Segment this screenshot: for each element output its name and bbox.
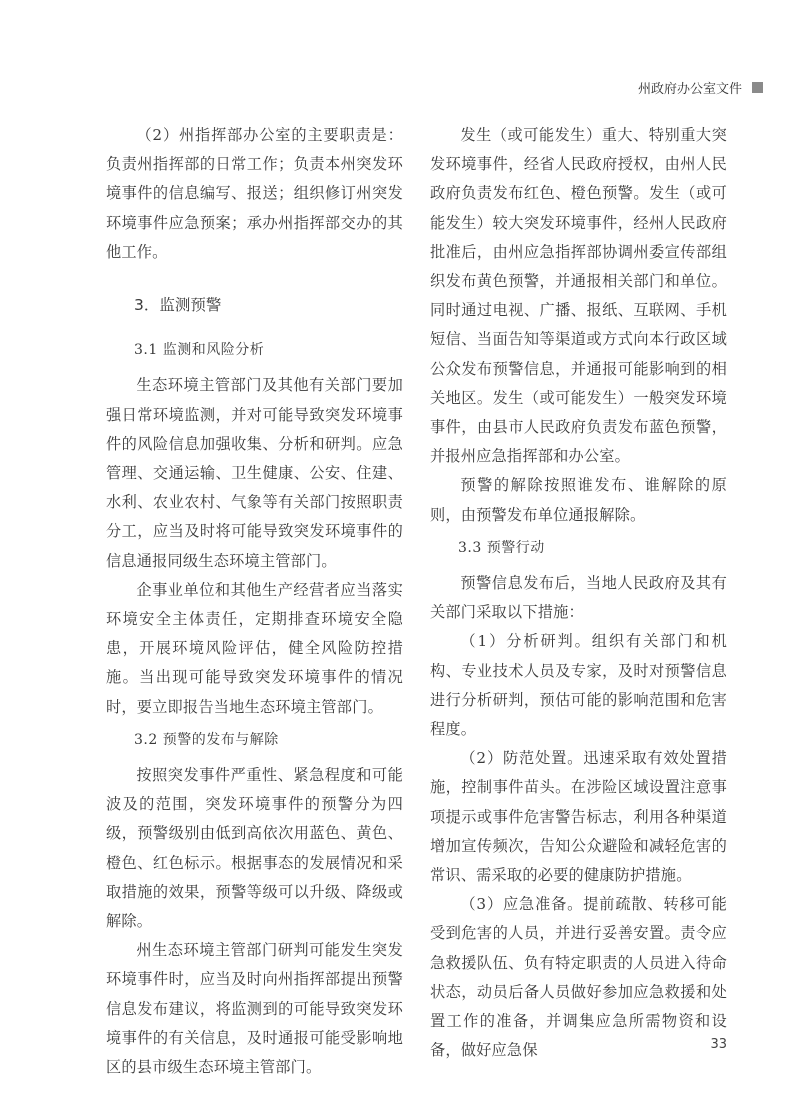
header-square-icon (752, 82, 763, 93)
paragraph: （2）防范处置。迅速采取有效处置措施，控制事件苗头。在涉险区域设置注意事项提示或事件危害警告标志，利用各种渠道增加宣传频次，告知公众避险和减轻危害的常识、需采取的必要的健康防护措施。 (430, 749, 727, 885)
right-column (430, 121, 727, 1066)
subsection-heading: 3.3 预警行动 (458, 539, 545, 556)
paragraph: 按照突发事件严重性、紧急程度和可能波及的范围，突发环境事件的预警分为四级，预警级别由低到高依次用蓝色、黄色、橙色、红色标示。根据事态的发展情况和采取措施的效果，预警等级可以升级、降级或解除。 (106, 766, 403, 931)
paragraph: （3）应急准备。提前疏散、转移可能受到危害的人员，并进行妥善安置。责令应急救援队伍、负有特定职责的人员进入待命状态，动员后备人员做好参加应急救援和处置工作的准备，并调集应急所需物资和设备，做好应急保 (430, 895, 727, 1060)
page-number: 33 (710, 1037, 727, 1052)
paragraph: 发生（或可能发生）重大、特别重大突发环境事件，经省人民政府授权，由州人民政府负责发布红色、橙色预警。发生（或可能发生）较大突发环境事件，经州人民政府批准后，由州应急指挥部协调州委宣传部组织发布黄色预警，并通报相关部门和单位。同时通过电视、广播、报纸、互联网、手机短信、当面告知等渠道或方式向本行政区域公众发布预警信息，并通报可能影响到的相关地区。发生（或可能发生）一般突发环境事件，由县市人民政府负责发布蓝色预警，并报州应急指挥部和办公室。 (430, 126, 727, 466)
paragraph: 预警的解除按照谁发布、谁解除的原则，由预警发布单位通报解除。 (430, 476, 727, 524)
subsection-heading: 3.2 预警的发布与解除 (134, 731, 279, 748)
paragraph: 企事业单位和其他生产经营者应当落实环境安全主体责任，定期排查环境安全隐患，开展环境风险评估，健全风险防控措施。当出现可能导致突发环境事件的情况时，要立即报告当地生态环境主管部门。 (106, 580, 403, 716)
section-heading: 3．监测预警 (134, 296, 222, 315)
subsection-heading: 3.1 监测和风险分析 (134, 342, 265, 359)
left-column (106, 121, 403, 1082)
paragraph: （2）州指挥部办公室的主要职责是：负责州指挥部的日常工作；负责本州突发环境事件的信息编写、报送；组织修订州突发环境事件应急预案；承办州指挥部交办的其他工作。 (106, 126, 403, 261)
header-title: 州政府办公室文件 (637, 82, 742, 97)
paragraph: 生态环境主管部门及其他有关部门要加强日常环境监测，并对可能导致突发环境事件的风险信息加强收集、分析和研判。应急管理、交通运输、卫生健康、公安、住建、水利、农业农村、气象等有关部门按照职责分工，应当及时将可能导致突发环境事件的信息通报同级生态环境主管部门。 (106, 376, 403, 570)
paragraph: 预警信息发布后，当地人民政府及其有关部门采取以下措施： (430, 574, 727, 622)
paragraph: 州生态环境主管部门研判可能发生突发环境事件时，应当及时向州指挥部提出预警信息发布建议，将监测到的可能导致突发环境事件的有关信息，及时通报可能受影响地区的县市级生态环境主管部门。 (106, 941, 403, 1077)
paragraph: （1）分析研判。组织有关部门和机构、专业技术人员及专家，及时对预警信息进行分析研判，预估可能的影响范围和危害程度。 (430, 632, 727, 739)
running-header (638, 78, 763, 97)
